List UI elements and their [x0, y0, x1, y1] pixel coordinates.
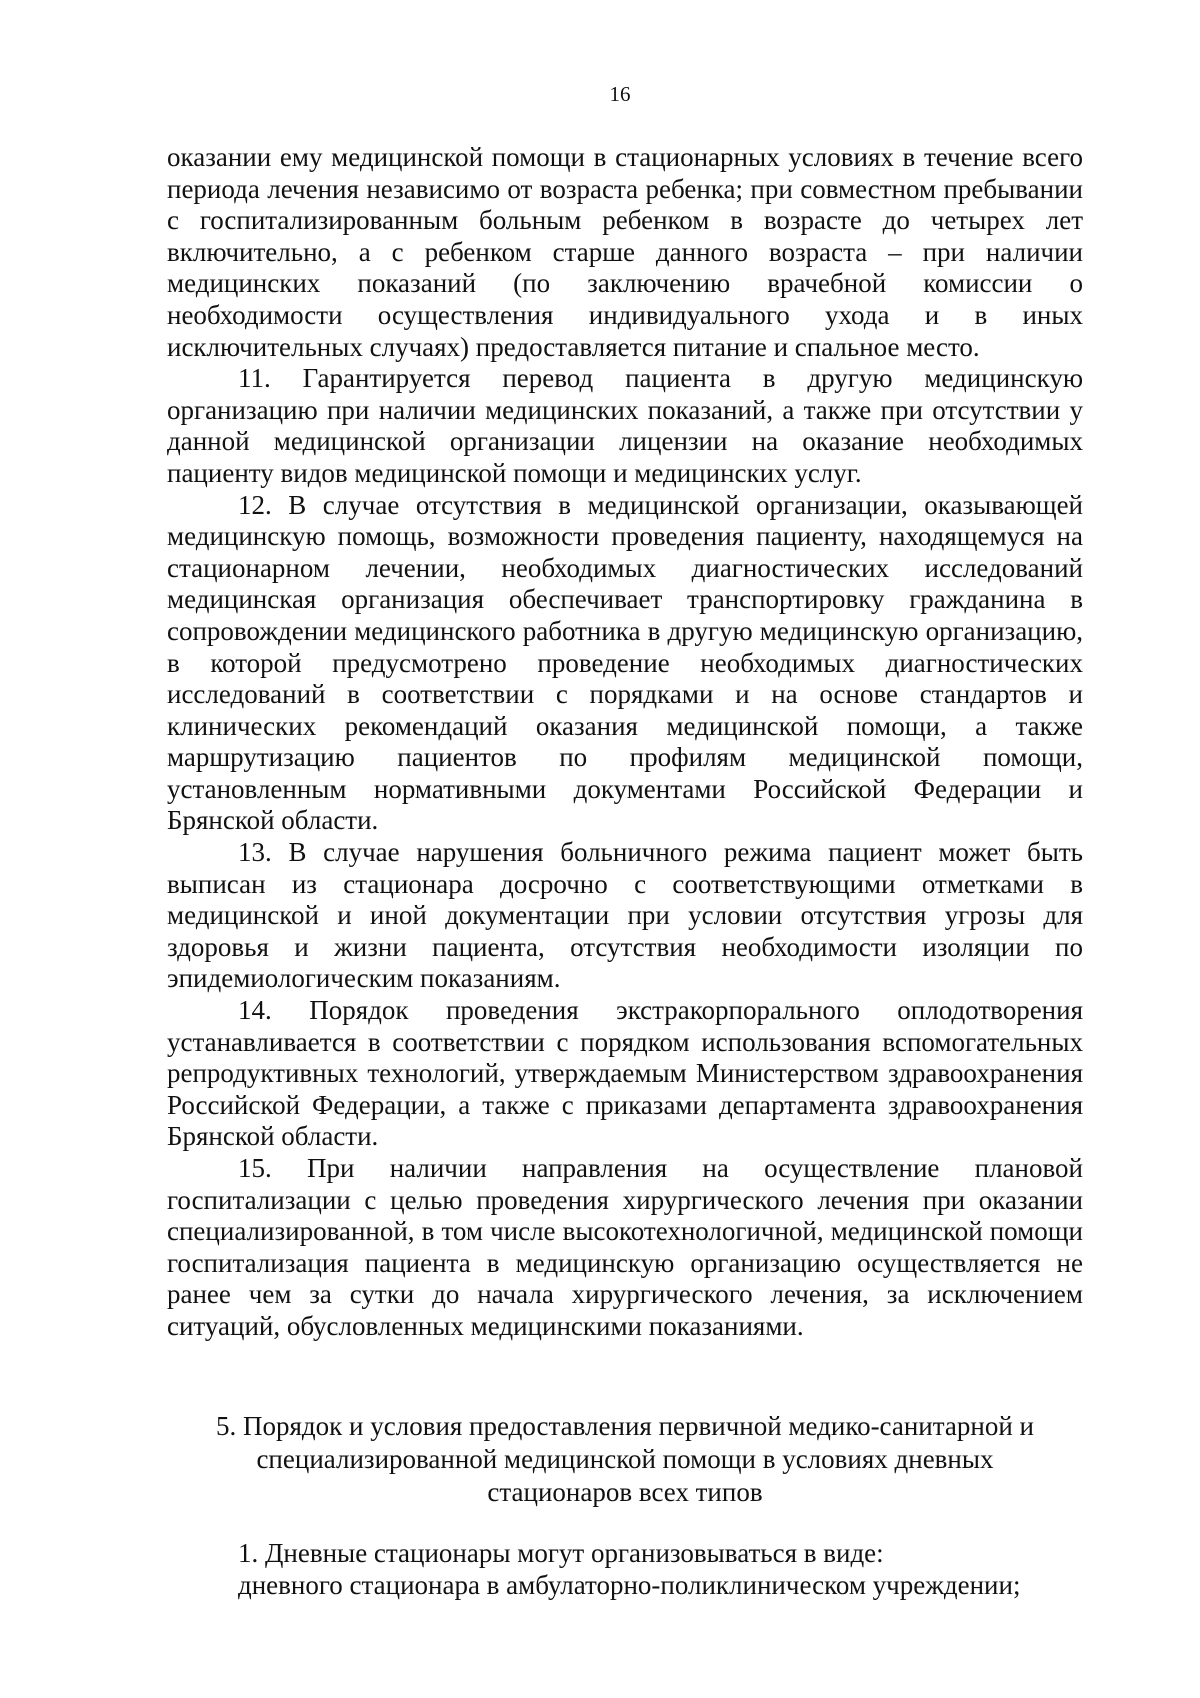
paragraph-13: 13. В случае нарушения больничного режима пациент может быть выписан из стационара досрочно с соответствующими отметками в медицинской и иной документации при условии отсутствия угрозы для здоровья и жизни пациента, отсутствия необходимости изоляции по эпидемиологическим показаниям. — [167, 837, 1083, 994]
section-heading — [167, 1410, 1083, 1509]
paragraph-14: 14. Порядок проведения экстракорпорального оплодотворения устанавливается в соответствии с порядком использования вспомогательных репродуктивных технологий, утверждаемым Министерством здравоохранения Российской Федерации, а также с приказами департамента здравоохранения Брянской области. — [167, 995, 1083, 1152]
section-item-1: 1. Дневные стационары могут организовываться в виде: — [238, 1538, 884, 1568]
page-number: 16 — [609, 82, 631, 106]
paragraph-11: 11. Гарантируется перевод пациента в другую медицинскую организацию при наличии медицинских показаний, а также при отсутствии у данной медицинской организации лицензии на оказание необходимых пациенту видов медицинской помощи и медицинских услуг. — [167, 363, 1083, 488]
section-body — [167, 1537, 1083, 1601]
section-heading-line-3: стационаров всех типов — [487, 1477, 763, 1507]
section-item-2: дневного стационара в амбулаторно-поликлиническом учреждении; — [238, 1570, 1021, 1600]
paragraph-continuation: оказании ему медицинской помощи в стационарных условиях в течение всего периода лечения независимо от возраста ребенка; при совместном пребывании с госпитализированным больным ребенком в возрасте до четырех лет включительно, а с ребенком старше данного возраста – при наличии медицинских показаний (по заключению врачебной комиссии о необходимости осуществления индивидуального ухода и в иных исключительных случаях) предоставляется питание и спальное место. — [167, 142, 1083, 362]
section-heading-line-1: 5. Порядок и условия предоставления первичной медико-санитарной и — [216, 1411, 1034, 1441]
section-heading-line-2: специализированной медицинской помощи в условиях дневных — [256, 1444, 994, 1474]
paragraph-15: 15. При наличии направления на осуществление плановой госпитализации с целью проведения хирургического лечения при оказании специализированной, в том числе высокотехнологичной, медицинской помощи госпитализация пациента в медицинскую организацию осуществляется не ранее чем за сутки до начала хирургического лечения, за исключением ситуаций, обусловленных медицинскими показаниями. — [167, 1153, 1083, 1341]
body-text — [167, 142, 1083, 1343]
paragraph-12: 12. В случае отсутствия в медицинской организации, оказывающей медицинскую помощь, возможности проведения пациенту, находящемуся на стационарном лечении, необходимых диагностических исследований медицинская организация обеспечивает транспортировку гражданина в сопровождении медицинского работника в другую медицинскую организацию, в которой предусмотрено проведение необходимых диагностических исследований в соответствии с порядками и на основе стандартов и клинических рекомендаций оказания медицинской помощи, а также маршрутизацию пациентов по профилям медицинской помощи, установленным нормативными документами Российской Федерации и Брянской области. — [167, 489, 1083, 836]
